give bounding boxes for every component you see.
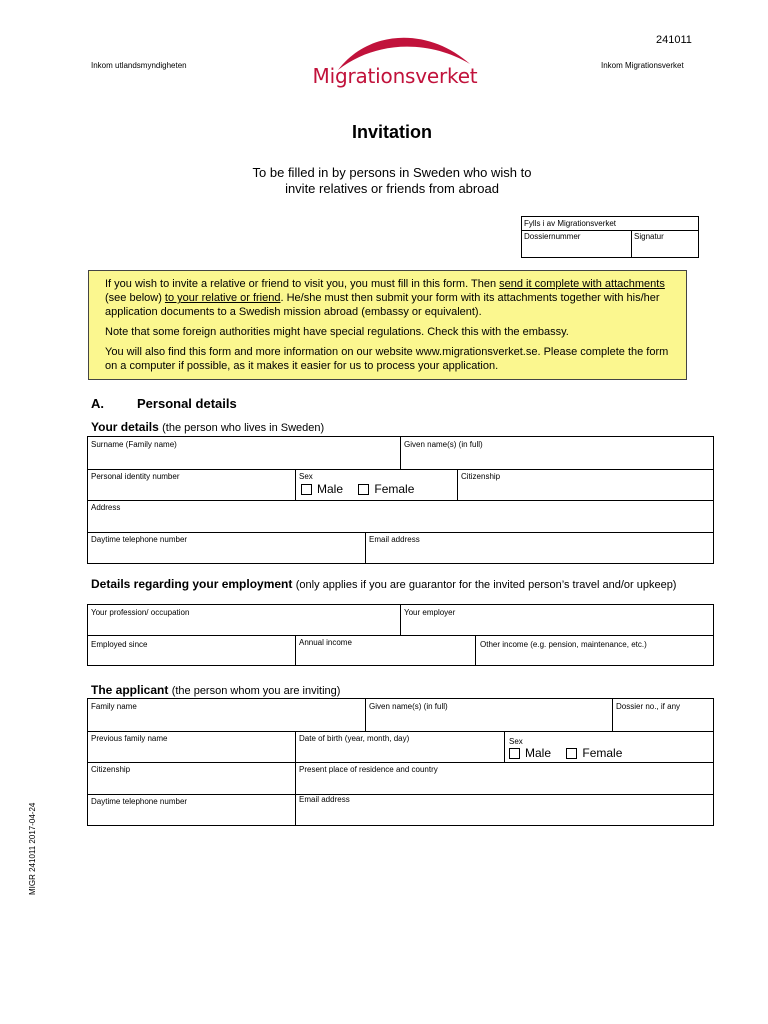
applicant-sex-female-option[interactable]: Female xyxy=(566,746,622,760)
applicant-sex-male-option[interactable]: Male xyxy=(509,746,551,760)
sex-female-option[interactable]: Female xyxy=(358,482,414,496)
applicant-female-checkbox[interactable] xyxy=(566,748,577,759)
male-checkbox[interactable] xyxy=(301,484,312,495)
logo-text: Migrationsverket xyxy=(312,64,478,88)
right-office-label: Inkom Migrationsverket xyxy=(601,61,684,70)
page-title: Invitation xyxy=(352,122,432,142)
employment-heading: Details regarding your employment (only applies if you are guarantor for the invited person’s travel and/or upkeep) xyxy=(91,577,677,591)
email-field[interactable]: Email address xyxy=(369,535,420,544)
sex-male-option[interactable]: Male xyxy=(301,482,343,496)
side-form-code: MIGR 241011 2017-04-24 xyxy=(28,802,37,895)
applicant-dob-field[interactable]: Date of birth (year, month, day) xyxy=(299,734,410,743)
personal-identity-number-field[interactable]: Personal identity number xyxy=(91,472,180,481)
info-paragraph-1: If you wish to invite a relative or friend to visit you, you must fill in this form. Then send it complete with attachments (see below) to your relative or friend. He/she must then submit your form with its attachments together with his/her application documents to a Swedish mission abroad (embassy or equivalent). xyxy=(105,278,665,318)
employment-form xyxy=(87,604,714,666)
left-office-label: Inkom utlandsmyndigheten xyxy=(91,61,187,70)
surname-field[interactable]: Surname (Family name) xyxy=(91,440,177,449)
your-details-form xyxy=(87,436,714,564)
applicant-male-checkbox[interactable] xyxy=(509,748,520,759)
other-income-field[interactable]: Other income (e.g. pension, maintenance, etc.) xyxy=(480,640,647,649)
profession-field[interactable]: Your profession/ occupation xyxy=(91,608,190,617)
sex-options xyxy=(301,482,426,496)
applicant-heading: The applicant (the person whom you are inviting) xyxy=(91,683,341,697)
applicant-sex-label: Sex xyxy=(509,737,523,746)
info-box xyxy=(88,270,687,380)
citizenship-field[interactable]: Citizenship xyxy=(461,472,501,481)
applicant-citizenship-field[interactable]: Citizenship xyxy=(91,765,131,774)
applicant-residence-field[interactable]: Present place of residence and country xyxy=(299,765,438,774)
dossier-number-label: Dossiernummer xyxy=(524,232,581,241)
office-use-box xyxy=(521,216,699,258)
info-paragraph-3: You will also find this form and more information on our website www.migrationsverket.se. Please complete the form on a computer if possible, as it makes it easier for us to process your application. xyxy=(105,346,669,372)
your-details-heading: Your details (the person who lives in Sweden) xyxy=(91,420,325,434)
applicant-form xyxy=(87,698,714,826)
applicant-email-field[interactable]: Email address xyxy=(299,795,350,804)
form-number: 241011 xyxy=(656,34,692,46)
sex-label: Sex xyxy=(299,472,313,481)
applicant-phone-field[interactable]: Daytime telephone number xyxy=(91,797,188,806)
address-field[interactable]: Address xyxy=(91,503,121,512)
applicant-given-names-field[interactable]: Given name(s) (in full) xyxy=(369,702,448,711)
applicant-dossier-field[interactable]: Dossier no., if any xyxy=(616,702,681,711)
applicant-family-name-field[interactable]: Family name xyxy=(91,702,137,711)
subtitle-line-2: invite relatives or friends from abroad xyxy=(285,181,499,196)
subtitle xyxy=(0,165,768,197)
employed-since-field[interactable]: Employed since xyxy=(91,640,148,649)
signature-label: Signatur xyxy=(634,232,664,241)
info-paragraph-2: Note that some foreign authorities might have special regulations. Check this with the embassy. xyxy=(105,326,569,338)
subtitle-line-1: To be filled in by persons in Sweden who wish to xyxy=(252,165,532,180)
annual-income-field[interactable]: Annual income xyxy=(299,638,352,647)
phone-field[interactable]: Daytime telephone number xyxy=(91,535,188,544)
section-a-heading: A. Personal details xyxy=(91,396,237,411)
given-names-field[interactable]: Given name(s) (in full) xyxy=(404,440,483,449)
employer-field[interactable]: Your employer xyxy=(404,608,456,617)
applicant-previous-name-field[interactable]: Previous family name xyxy=(91,734,168,743)
office-use-title: Fylls i av Migrationsverket xyxy=(524,219,617,228)
applicant-sex-options xyxy=(509,746,634,760)
female-checkbox[interactable] xyxy=(358,484,369,495)
